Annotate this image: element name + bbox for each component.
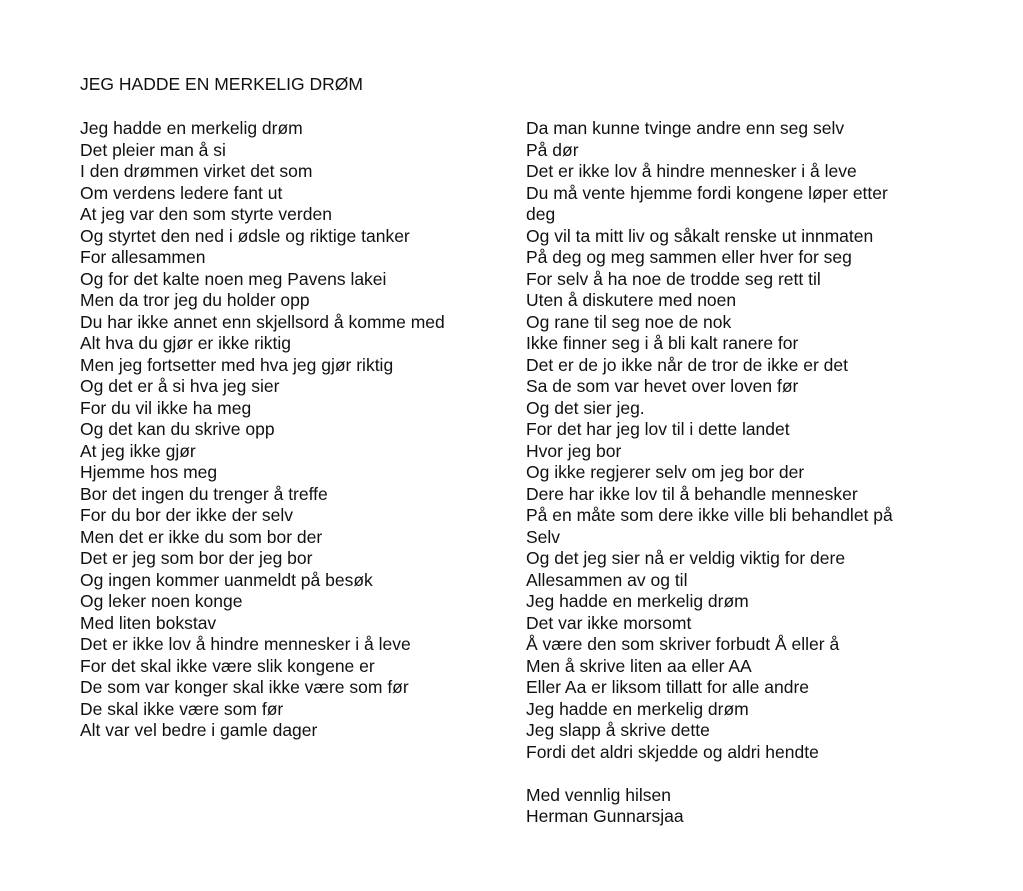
poem-line: Jeg hadde en merkelig drøm <box>526 591 749 611</box>
poem-line: Men jeg fortsetter med hva jeg gjør riktig <box>80 354 394 375</box>
poem-line: Selv <box>526 526 561 547</box>
poem-line: Hjemme hos meg <box>80 462 218 482</box>
poem-line: Jeg hadde en merkelig drøm <box>526 698 749 719</box>
poem-title: JEG HADDE EN MERKELIG DRØM <box>80 74 363 94</box>
poem-line: For du bor der ikke der selv <box>80 505 294 525</box>
poem-line: De skal ikke være som før <box>80 698 284 719</box>
poem-line: Allesammen av og til <box>526 569 688 590</box>
poem-line: Og det sier jeg. <box>526 397 645 418</box>
poem-line: Det var ikke morsomt <box>526 612 692 633</box>
poem-line: At jeg ikke gjør <box>80 440 196 461</box>
poem-line: Ikke finner seg i å bli kalt ranere for <box>526 333 799 353</box>
poem-line: Jeg hadde en merkelig drøm <box>80 118 303 138</box>
right-column <box>526 118 966 828</box>
poem-line: På deg og meg sammen eller hver for seg <box>526 247 852 267</box>
poem-line: Og rane til seg noe de nok <box>526 311 732 332</box>
poem-line: Og styrtet den ned i ødsle og riktige tanker <box>80 225 410 246</box>
poem-line: Men da tror jeg du holder opp <box>80 290 310 310</box>
poem-line: Bor det ingen du trenger å treffe <box>80 483 328 504</box>
right-column-lines <box>526 118 966 763</box>
poem-line: På dør <box>526 139 579 160</box>
spacer <box>526 763 966 785</box>
poem-line: Men det er ikke du som bor der <box>80 526 323 547</box>
poem-line: Og ingen kommer uanmeldt på besøk <box>80 569 373 590</box>
closing-greeting: Med vennlig hilsen <box>526 784 671 805</box>
poem-line: Alt hva du gjør er ikke riktig <box>80 333 292 353</box>
poem-line: Men å skrive liten aa eller AA <box>526 655 752 676</box>
poem-line: Det pleier man å si <box>80 139 226 160</box>
poem-line: Alt var vel bedre i gamle dager <box>80 720 318 740</box>
poem-line: For det har jeg lov til i dette landet <box>526 419 790 439</box>
poem-line: De som var konger skal ikke være som før <box>80 677 409 697</box>
poem-line: Du har ikke annet enn skjellsord å komme med <box>80 311 445 332</box>
poem-line: Med liten bokstav <box>80 612 217 633</box>
poem-line: Fordi det aldri skjedde og aldri hendte <box>526 741 819 762</box>
poem-line: Eller Aa er liksom tillatt for alle andre <box>526 677 810 697</box>
poem-line: Og det jeg sier nå er veldig viktig for dere <box>526 548 846 568</box>
poem-line: Uten å diskutere med noen <box>526 290 737 310</box>
poem-line: For allesammen <box>80 247 206 267</box>
poem-line: Og vil ta mitt liv og såkalt renske ut innmaten <box>526 225 874 246</box>
poem-line: Du må vente hjemme fordi kongene løper etter <box>526 182 888 203</box>
poem-line: Det er jeg som bor der jeg bor <box>80 548 313 568</box>
poem-line: For det skal ikke være slik kongene er <box>80 655 375 676</box>
author-signature: Herman Gunnarsjaa <box>526 806 684 826</box>
poem-line: Og ikke regjerer selv om jeg bor der <box>526 462 805 482</box>
poem-line: Og for det kalte noen meg Pavens lakei <box>80 268 387 289</box>
poem-line: At jeg var den som styrte verden <box>80 204 332 224</box>
poem-line: For selv å ha noe de trodde seg rett til <box>526 268 821 289</box>
poem-line: Det er ikke lov å hindre mennesker i å leve <box>80 634 411 654</box>
poem-line: Det er de jo ikke når de tror de ikke er det <box>526 354 848 375</box>
poem-line: I den drømmen virket det som <box>80 161 313 181</box>
poem-line: Å være den som skriver forbudt Å eller å <box>526 634 840 654</box>
poem-line: Da man kunne tvinge andre enn seg selv <box>526 118 845 138</box>
poem-line: deg <box>526 204 556 224</box>
poem-line: Sa de som var hevet over loven før <box>526 376 799 396</box>
poem-line: Det er ikke lov å hindre mennesker i å leve <box>526 161 857 181</box>
poem-line: Jeg slapp å skrive dette <box>526 720 710 740</box>
poem-line: Hvor jeg bor <box>526 440 622 461</box>
poem-line: Og leker noen konge <box>80 591 243 611</box>
left-column <box>80 118 510 742</box>
poem-line: Og det kan du skrive opp <box>80 419 275 439</box>
poem-line: For du vil ikke ha meg <box>80 397 252 418</box>
poem-line: Dere har ikke lov til å behandle mennesker <box>526 483 858 504</box>
poem-line: Om verdens ledere fant ut <box>80 182 283 203</box>
poem-line: På en måte som dere ikke ville bli behandlet på <box>526 505 893 525</box>
poem-line: Og det er å si hva jeg sier <box>80 376 280 396</box>
